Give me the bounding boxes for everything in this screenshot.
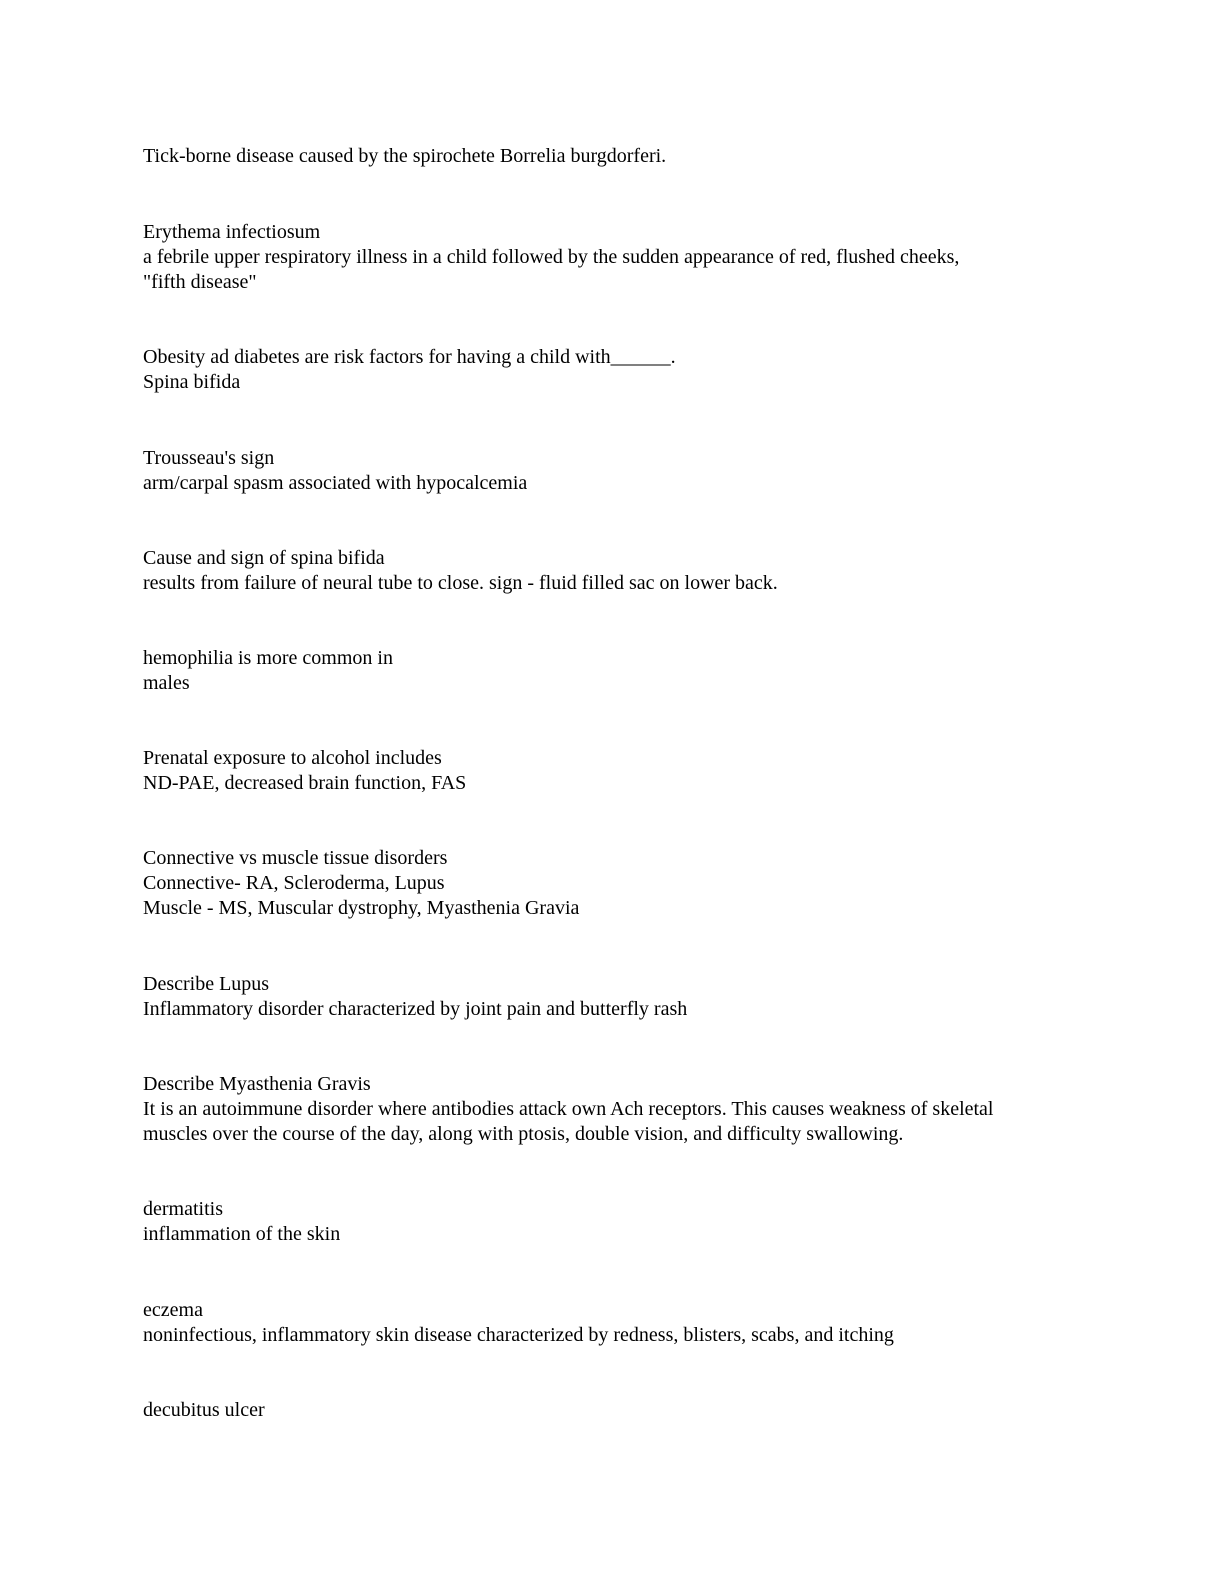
entry-10-definition-line-2: muscles over the course of the day, along with ptosis, double vision, and difficulty swallowing. — [143, 1123, 904, 1145]
entry-13-term: decubitus ulcer — [143, 1399, 265, 1421]
entry-6-term: hemophilia is more common in — [143, 647, 393, 669]
entry-9-definition: Inflammatory disorder characterized by joint pain and butterfly rash — [143, 998, 688, 1020]
entry-6-definition: males — [143, 672, 190, 694]
entry-1-line-1: Tick-borne disease caused by the spirochete Borrelia burgdorferi. — [143, 145, 667, 167]
entry-11-term: dermatitis — [143, 1198, 223, 1220]
entry-12-term: eczema — [143, 1299, 203, 1321]
entry-8-term: Connective vs muscle tissue disorders — [143, 847, 448, 869]
entry-10-definition-line-1: It is an autoimmune disorder where antibodies attack own Ach receptors. This causes weakness of skeletal — [143, 1098, 994, 1120]
entry-5-term: Cause and sign of spina bifida — [143, 547, 385, 569]
entry-3-term: Obesity ad diabetes are risk factors for having a child with______. — [143, 346, 676, 368]
entry-7-definition: ND-PAE, decreased brain function, FAS — [143, 772, 467, 794]
entry-3-definition: Spina bifida — [143, 371, 241, 393]
entry-8-definition-line-1: Connective- RA, Scleroderma, Lupus — [143, 872, 445, 894]
entry-4-definition: arm/carpal spasm associated with hypocalcemia — [143, 472, 528, 494]
entry-10-term: Describe Myasthenia Gravis — [143, 1073, 371, 1095]
entry-2-term: Erythema infectiosum — [143, 221, 321, 243]
entry-7-term: Prenatal exposure to alcohol includes — [143, 747, 442, 769]
entry-12-definition: noninfectious, inflammatory skin disease characterized by redness, blisters, scabs, and itching — [143, 1324, 894, 1346]
entry-11-definition: inflammation of the skin — [143, 1223, 341, 1245]
entry-9-term: Describe Lupus — [143, 973, 270, 995]
entry-2-definition-line-2: "fifth disease" — [143, 271, 257, 293]
entry-8-definition-line-2: Muscle - MS, Muscular dystrophy, Myasthenia Gravia — [143, 897, 580, 919]
entry-4-term: Trousseau's sign — [143, 447, 275, 469]
entry-5-definition: results from failure of neural tube to close. sign - fluid filled sac on lower back. — [143, 572, 778, 594]
entry-2-definition-line-1: a febrile upper respiratory illness in a child followed by the sudden appearance of red, flushed cheeks, — [143, 246, 960, 268]
